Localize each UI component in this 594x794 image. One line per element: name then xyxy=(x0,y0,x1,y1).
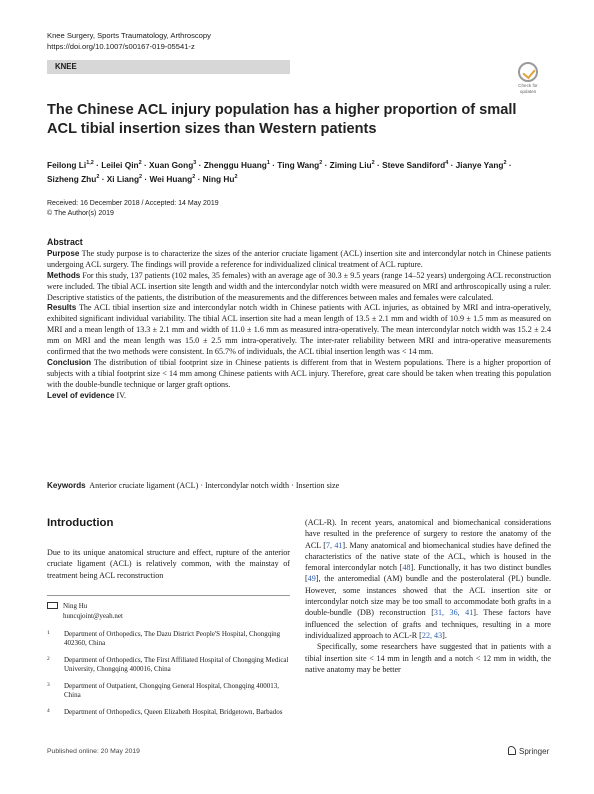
author[interactable]: Jianye Yang xyxy=(455,159,504,170)
affiliation-1 xyxy=(47,630,290,649)
author-separator: · xyxy=(506,159,512,170)
level-text: IV. xyxy=(116,390,127,400)
author[interactable]: Zhenggu Huang xyxy=(203,159,267,170)
author-affiliation-sup: 1 xyxy=(266,160,270,166)
purpose-label: Purpose xyxy=(47,248,80,258)
results-text: The ACL tibial insertion size and intercondylar notch width in Chinese patients with ACL injuries, as obtained by MRI and intra-operatively, exhibited significant individual variability. The tibial ACL insertion site had a mean length of 13.5 ± 2.1 mm and width of 10.9 ± 1.5 mm as measured on MRI and a mean length of 13.3 ± 2.1 mm and width of 11.0 ± 1.6 mm as measured intra-operatively. The mean intercondylar notch width was 15.2 ± 2.4 mm on MRI and the mean length was 15.0 ± 2.5 mm intra-operatively. The inter-rater reliability between MRI and intra-operative measurements confirmed that the two methods were consistent. In 65.7% of individuals, the ACL tibial insertion length was < 14 mm. xyxy=(47,303,551,357)
affiliation-number: 2 xyxy=(47,656,50,662)
author-separator: · xyxy=(448,159,456,170)
springer-horse-icon xyxy=(508,746,516,755)
conclusion-text: The distribution of tibial footprint size in Chinese patients is different from that in Western populations. There is a higher proportion of subjects with a tibial footprint size < 14 mm among Chinese patients with ACL injury. Therefore, great care should be taken when treating this population with the double-bundle technique or larger graft options. xyxy=(47,357,551,389)
affiliation-number: 3 xyxy=(47,682,50,688)
author-affiliation-sup: 3 xyxy=(193,160,197,166)
introduction-heading: Introduction xyxy=(47,517,114,529)
citation-link[interactable]: 7, 41 xyxy=(325,540,343,550)
citation-link[interactable]: 48 xyxy=(402,563,411,573)
author-separator: · xyxy=(269,159,278,170)
check-updates-line2: updates xyxy=(519,89,537,94)
springer-logo xyxy=(508,746,549,756)
affiliation-number: 4 xyxy=(47,708,50,714)
author-affiliation-sup: 2 xyxy=(234,173,238,180)
check-for-updates-badge[interactable] xyxy=(508,62,548,98)
affiliation-text: Department of Orthopedics, The First Affiliated Hospital of Chongqing Medical University, Chongqing 400016, China xyxy=(64,656,289,674)
author-separator: · xyxy=(374,159,383,170)
author-separator: · xyxy=(195,173,203,184)
author-separator: · xyxy=(93,159,102,170)
conclusion-label: Conclusion xyxy=(47,357,92,367)
article-title: The Chinese ACL injury population has a higher proportion of small ACL tibial insertion sizes than Western patients xyxy=(47,102,517,137)
publisher-name: Springer xyxy=(519,747,550,756)
keywords xyxy=(47,481,551,490)
author[interactable]: Feilong Li xyxy=(47,159,87,170)
author-affiliation-sup: 2 xyxy=(138,160,142,166)
check-updates-icon xyxy=(518,62,538,82)
keywords-text: Anterior cruciate ligament (ACL) · Intercondylar notch width · Insertion size xyxy=(89,481,340,490)
author[interactable]: Steve Sandiford xyxy=(382,159,446,170)
author[interactable]: Sizheng Zhu xyxy=(47,173,97,184)
author[interactable]: Xi Liang xyxy=(106,173,140,184)
dates xyxy=(47,199,219,219)
affiliation-number: 1 xyxy=(47,630,50,636)
methods-text: For this study, 137 patients (102 males, 35 females) with an average age of 30.3 ± 9.5 years (range 14–52 years) undergoing ACL reconstruction were included. The tibial ACL insertion site length and width and the intercondylar notch width were measured on MRI and arthroscopically using a ruler. Descriptive statistics of the patients, the distribution of the measurements and the differences between males and females were calculated. xyxy=(47,270,551,302)
author[interactable]: Leilei Qin xyxy=(101,159,139,170)
intro-paragraph-1 xyxy=(305,517,551,641)
abstract-level xyxy=(47,391,551,402)
doi-link[interactable]: https://doi.org/10.1007/s00167-019-05541-z xyxy=(47,42,195,51)
check-updates-line1: Check for xyxy=(518,83,538,88)
author-separator: · xyxy=(142,173,150,184)
received-accepted: Received: 16 December 2018 / Accepted: 14 May 2019 xyxy=(47,200,219,207)
author-affiliation-sup: 1,2 xyxy=(86,160,94,166)
keywords-label: Keywords xyxy=(47,481,86,490)
abstract-purpose xyxy=(47,249,551,271)
corresponding-author xyxy=(47,601,290,621)
affiliation-2 xyxy=(47,656,290,675)
author-affiliation-sup: 2 xyxy=(371,160,375,166)
contact-name: Ning Hu xyxy=(63,602,88,610)
text-run: ]. Functionally, it has two distinct bundles [ xyxy=(305,563,551,584)
text-run: ], the anteromedial (AM) bundle and the posterolateral (PL) bundle. However, some instances showed that the ACL insertion site or intercondylar notch size may be too small to accommodate both grafts in a double-bundle (DB) reconstruction [ xyxy=(305,574,551,618)
journal-header xyxy=(47,30,211,52)
abstract-heading: Abstract xyxy=(47,237,83,247)
contact-email[interactable]: huncqjoint@yeah.net xyxy=(63,612,123,620)
author-separator: · xyxy=(141,159,150,170)
author[interactable]: Wei Huang xyxy=(149,173,193,184)
text-run: (ACL-R). In recent years, anatomical and biomechanical considerations have resulted in the preference of surgery to restore the anatomy of the ACL [ xyxy=(305,518,551,550)
author-affiliation-sup: 2 xyxy=(192,173,196,180)
author[interactable]: Ziming Liu xyxy=(329,159,372,170)
affiliation-3 xyxy=(47,682,290,701)
published-online: Published online: 20 May 2019 xyxy=(47,748,140,755)
author-affiliation-sup: 2 xyxy=(96,173,100,180)
methods-label: Methods xyxy=(47,270,81,280)
author-list xyxy=(47,157,527,185)
author-separator: · xyxy=(196,159,204,170)
introduction-left-text: Due to its unique anatomical structure and effect, rupture of the anterior cruciate ligament (ACL) is relatively common, with the mainstay of treatment being ACL reconstruction xyxy=(47,548,290,580)
results-label: Results xyxy=(47,303,77,313)
abstract xyxy=(47,237,551,402)
citation-link[interactable]: 31, 36, 41 xyxy=(433,608,474,618)
text-run: ]. xyxy=(442,630,447,640)
author[interactable]: Xuan Gong xyxy=(149,159,194,170)
abstract-methods xyxy=(47,271,551,304)
abstract-results xyxy=(47,303,551,358)
level-label: Level of evidence xyxy=(47,390,115,400)
citation-link[interactable]: 22, 43 xyxy=(421,630,443,640)
author-affiliation-sup: 2 xyxy=(319,160,323,166)
envelope-icon xyxy=(47,602,58,609)
affiliation-text: Department of Orthopedics, The Dazu District People'S Hospital, Chongqing 402360, China xyxy=(64,630,281,648)
author-separator: · xyxy=(99,173,107,184)
copyright: © The Author(s) 2019 xyxy=(47,210,114,217)
journal-name: Knee Surgery, Sports Traumatology, Arthroscopy xyxy=(47,31,211,40)
purpose-text: The study purpose is to characterize the sizes of the anterior cruciate ligament (ACL) insertion site and intercondylar notch in Chinese patients undergoing ACL surgery. The findings will provide a reference for individualized clinical treatment of ACL rupture. xyxy=(47,248,551,269)
author-separator: · xyxy=(322,159,330,170)
footnote-divider xyxy=(47,595,290,596)
section-label: KNEE xyxy=(47,60,290,74)
affiliation-4 xyxy=(47,708,290,717)
affiliation-text: Department of Orthopedics, Queen Elizabeth Hospital, Bridgetown, Barbados xyxy=(64,708,283,716)
author-affiliation-sup: 4 xyxy=(445,160,449,166)
citation-link[interactable]: 49 xyxy=(307,574,316,584)
introduction-right-text xyxy=(305,517,551,675)
abstract-conclusion xyxy=(47,358,551,391)
intro-paragraph-2: Specifically, some researchers have suggested that in patients with a tibial insertion site < 14 mm in length and a notch < 12 mm in width, the native anatomy may be better xyxy=(305,642,551,674)
affiliation-text: Department of Outpatient, Chongqing General Hospital, Chongqing 400013, China xyxy=(64,682,280,700)
author[interactable]: Ting Wang xyxy=(277,159,320,170)
text-run: ]. Many anatomical and biomechanical studies have defined the characteristics of the native state of the ACL, which is housed in the femoral intercondylar notch [ xyxy=(305,540,551,573)
author-affiliation-sup: 2 xyxy=(139,173,143,180)
text-run: ]. These factors have influenced the selection of grafts and techniques, resulting in a more individualized approach to ACL-R [ xyxy=(305,608,552,640)
author[interactable]: Ning Hu xyxy=(202,173,235,184)
author-affiliation-sup: 2 xyxy=(503,160,507,166)
